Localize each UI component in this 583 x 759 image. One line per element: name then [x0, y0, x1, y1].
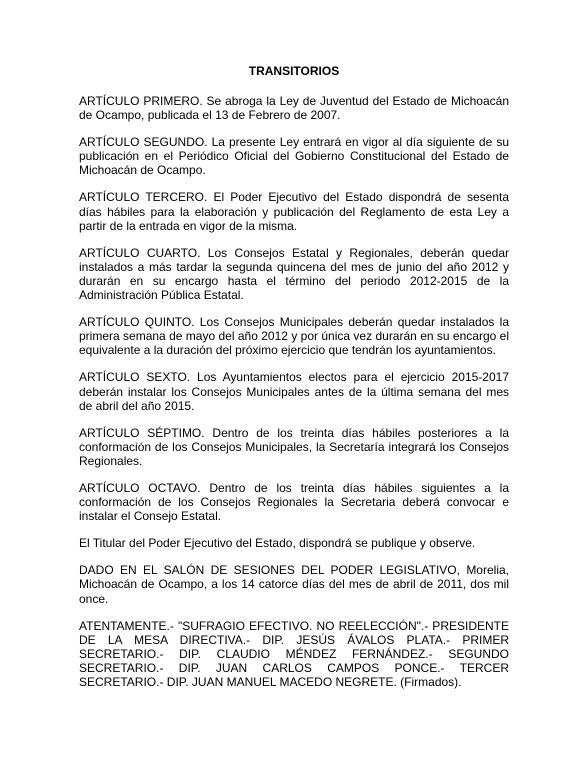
article-octavo: ARTÍCULO OCTAVO. Dentro de los treinta días hábiles siguientes a la conformación de los Consejos Regionales la Secretaria deberá convocar e instalar el Consejo Estatal.: [79, 480, 509, 524]
article-sexto: ARTÍCULO SEXTO. Los Ayuntamientos electos para el ejercicio 2015-2017 deberán instalar los Consejos Municipales antes de la última semana del mes de abril del año 2015.: [79, 370, 509, 413]
article-septimo: ARTÍCULO SÉPTIMO. Dentro de los treinta días hábiles posteriores a la conformación de los Consejos Municipales, la Secretaría integrará los Consejos Regionales.: [79, 425, 509, 468]
signatures-paragraph: ATENTAMENTE.- "SUFRAGIO EFECTIVO. NO REELECCIÓN".- PRESIDENTE DE LA MESA DIRECTIVA.- DIP. JESÚS ÁVALOS PLATA.- PRIMER SECRETARIO.- DIP. CLAUDIO MÉNDEZ FERNÁNDEZ.- SEGUNDO SECRETARIO.- DIP. JUAN CARLOS CAMPOS PONCE.- TERCER SECRETARIO.- DIP. JUAN MANUEL MACEDO NEGRETE. (Firmados).: [79, 618, 509, 689]
article-cuarto: ARTÍCULO CUARTO. Los Consejos Estatal y Regionales, deberán quedar instalados a más tardar la segunda quincena del mes de junio del año 2012 y durarán en su encargo hasta el término del periodo 2012-2015 de la Administración Pública Estatal.: [79, 245, 509, 303]
document-page: [79, 64, 509, 702]
given-at-paragraph: DADO EN EL SALÓN DE SESIONES DEL PODER LEGISLATIVO, Morelia, Michoacán de Ocampo, a los 14 catorce días del mes de abril de 2011, dos mil once.: [79, 563, 509, 606]
article-quinto: ARTÍCULO QUINTO. Los Consejos Municipales deberán quedar instalados la primera semana de mayo del año 2012 y por única vez durarán en su encargo el equivalente a la duración del próximo ejercicio que tendrán los ayuntamientos.: [79, 315, 509, 358]
article-segundo: ARTÍCULO SEGUNDO. La presente Ley entrará en vigor al día siguiente de su publicación en el Periódico Oficial del Gobierno Constitucional del Estado de Michoacán de Ocampo.: [79, 135, 509, 178]
executive-order-paragraph: El Titular del Poder Ejecutivo del Estado, dispondrá se publique y observe.: [79, 536, 476, 551]
section-title: TRANSITORIOS: [248, 64, 340, 78]
article-tercero: ARTÍCULO TERCERO. El Poder Ejecutivo del Estado dispondrá de sesenta días hábiles para la elaboración y publicación del Reglamento de esta Ley a partir de la entrada en vigor de la misma.: [79, 190, 509, 233]
article-primero: ARTÍCULO PRIMERO. Se abroga la Ley de Juventud del Estado de Michoacán de Ocampo, publicada el 13 de Febrero de 2007.: [79, 94, 509, 123]
